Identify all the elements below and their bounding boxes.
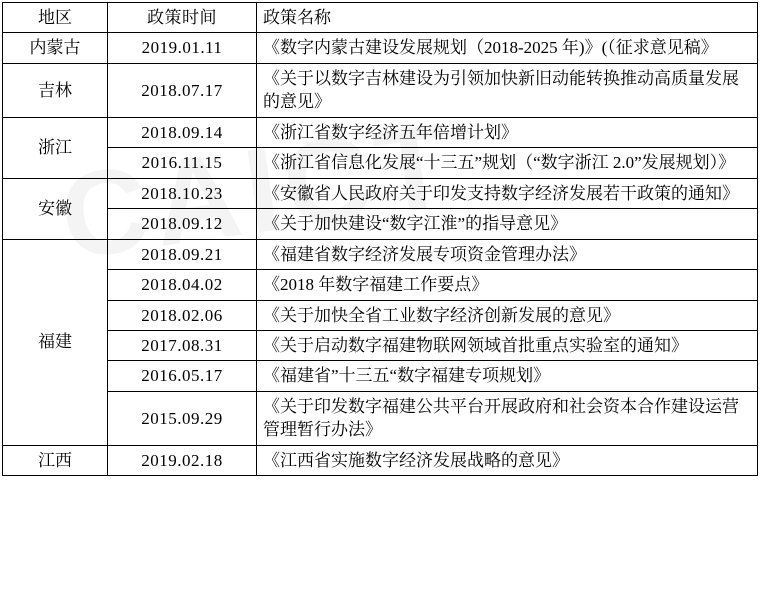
- table-row: [3, 148, 758, 178]
- date-cell: 2016.11.15: [108, 148, 257, 178]
- column-header-policy-name: 政策名称: [257, 3, 758, 33]
- policy-name-cell: 《江西省实施数字经济发展战略的意见》: [257, 445, 758, 475]
- table-body: [3, 33, 758, 476]
- policy-name-cell: 《浙江省信息化发展“十三五”规划（“数字浙江 2.0”发展规划）》: [257, 148, 758, 178]
- date-cell: 2016.05.17: [108, 361, 257, 391]
- region-cell: 安徽: [3, 178, 108, 239]
- date-cell: 2019.01.11: [108, 33, 257, 63]
- table-row: [3, 391, 758, 445]
- table-header-row: [3, 3, 758, 33]
- table-row: [3, 300, 758, 330]
- policy-name-cell: 《2018 年数字福建工作要点》: [257, 270, 758, 300]
- policy-name-cell: 《关于启动数字福建物联网领域首批重点实验室的通知》: [257, 330, 758, 360]
- policy-name-cell: 《安徽省人民政府关于印发支持数字经济发展若干政策的通知》: [257, 178, 758, 208]
- region-cell: 浙江: [3, 117, 108, 178]
- table-row: [3, 33, 758, 63]
- policy-name-cell: 《关于印发数字福建公共平台开展政府和社会资本合作建设运营管理暂行办法》: [257, 391, 758, 445]
- policy-name-cell: 《福建省”十三五“数字福建专项规划》: [257, 361, 758, 391]
- policy-name-cell: 《关于加快建设“数字江淮”的指导意见》: [257, 209, 758, 239]
- table-row: [3, 330, 758, 360]
- column-header-region: 地区: [3, 3, 108, 33]
- column-header-date: 政策时间: [108, 3, 257, 33]
- date-cell: 2018.09.21: [108, 239, 257, 269]
- date-cell: 2019.02.18: [108, 445, 257, 475]
- policy-name-cell: 《福建省数字经济发展专项资金管理办法》: [257, 239, 758, 269]
- date-cell: 2018.09.12: [108, 209, 257, 239]
- region-cell: 江西: [3, 445, 108, 475]
- table-header: [3, 3, 758, 33]
- table-row: [3, 63, 758, 117]
- table-row: [3, 361, 758, 391]
- table-row: [3, 270, 758, 300]
- policy-name-cell: 《浙江省数字经济五年倍增计划》: [257, 117, 758, 147]
- date-cell: 2018.02.06: [108, 300, 257, 330]
- date-cell: 2017.08.31: [108, 330, 257, 360]
- policy-table: [2, 2, 758, 476]
- date-cell: 2015.09.29: [108, 391, 257, 445]
- table-row: [3, 178, 758, 208]
- policy-name-cell: 《关于加快全省工业数字经济创新发展的意见》: [257, 300, 758, 330]
- policy-name-cell: 《数字内蒙古建设发展规划（2018-2025 年)》(（征求意见稿》: [257, 33, 758, 63]
- policy-name-cell: 《关于以数字吉林建设为引领加快新旧动能转换推动高质量发展的意见》: [257, 63, 758, 117]
- table-row: [3, 239, 758, 269]
- region-cell: 吉林: [3, 63, 108, 117]
- table-row: [3, 209, 758, 239]
- table-row: [3, 445, 758, 475]
- date-cell: 2018.04.02: [108, 270, 257, 300]
- table-row: [3, 117, 758, 147]
- region-cell: 内蒙古: [3, 33, 108, 63]
- date-cell: 2018.07.17: [108, 63, 257, 117]
- date-cell: 2018.09.14: [108, 117, 257, 147]
- date-cell: 2018.10.23: [108, 178, 257, 208]
- region-cell: 福建: [3, 239, 108, 445]
